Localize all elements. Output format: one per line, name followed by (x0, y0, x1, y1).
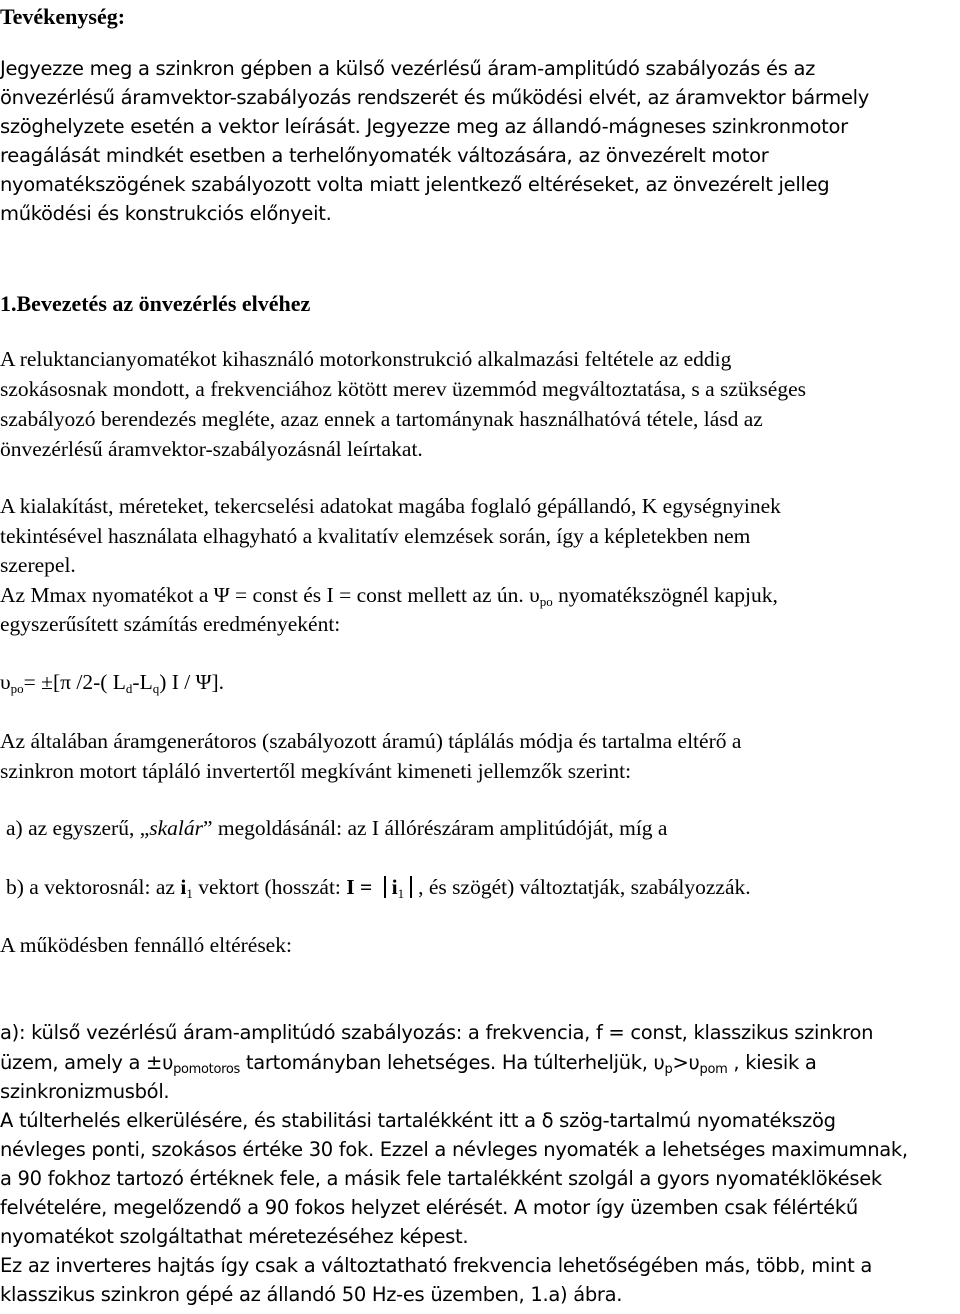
formula (0, 670, 224, 695)
p3-text-a: Az Mmax nyomatékot a Ψ = const és I = const mellett az ún. υ (0, 583, 540, 607)
a-block-line-1: a): külső vezérlésű áram-amplitúdó szabályozás: a frekvencia, f = const, klasszikus szinkron (0, 1021, 874, 1044)
p1-line-2: szokásosnak mondott, a frekvenciához kötött merev üzemmód megváltoztatása, s a szükséges (0, 377, 806, 401)
item-b-sub2: 1 (397, 886, 405, 901)
a-block-rest-6: Ez az inverteres hajtás így csak a változtatható frekvencia lehetőségében más, több, mint a (0, 1254, 873, 1277)
formula-b: = ±[π /2-( L (23, 670, 126, 694)
formula-c: -L (132, 670, 153, 694)
p1-line-4: önvezérlésű áramvektor-szabályozásnál leírtakat. (0, 437, 423, 461)
item-a-post: ” megoldásánál: az I állórészáram amplitúdóját, míg a (203, 816, 668, 840)
task-line-3: szöghelyzete esetén a vektor leírását. Jegyezze meg az állandó-mágneses szinkronmotor (0, 115, 848, 138)
item-b-sub1: 1 (186, 886, 193, 901)
a-block-l2-a: üzem, amely a ±υ (0, 1051, 174, 1074)
item-b-mid: vektort (hosszát: (192, 875, 347, 899)
task-line-4: reagálását mindkét esetben a terhelőnyomaték változására, az önvezérelt motor (0, 144, 769, 167)
a-block-rest-7: klasszikus szinkron gépé az állandó 50 Hz-es üzemben, 1.a) ábra. (0, 1283, 623, 1306)
formula-a: υ (0, 670, 11, 694)
section-title: 1.Bevezetés az önvezérlés elvéhez (0, 291, 311, 316)
item-b-i2: i (391, 875, 398, 899)
p4-line-2: szinkron motort tápláló invertertől megkívánt kimeneti jellemzők szerint: (0, 759, 632, 783)
a-block-l2-c: >υ (672, 1051, 700, 1074)
p1-line-3: szabályozó berendezés megléte, azaz ennek a tartománynak használhatóvá tétele, lásd az (0, 407, 763, 431)
p2-line-3: szerepel. (0, 553, 76, 577)
formula-d: ) I / Ψ]. (159, 670, 225, 694)
a-block-rest-3: a 90 fokhoz tartozó értéknek fele, a másik fele tartalékként szolgál a gyors nyomatéklökések (0, 1167, 882, 1190)
item-b-I-eq: I = (346, 875, 378, 899)
p3-line-2: egyszerűsített számítás eredményeként: (0, 612, 341, 636)
a-block-l2-sub1: pomotoros (173, 1062, 241, 1077)
a-block-l2-b: tartományban lehetséges. Ha túlterheljük, υ (240, 1051, 665, 1074)
task-line-5: nyomatékszögének szabályozott volta miatt jelentkező eltéréseket, az önvezérelt jelleg (0, 173, 830, 196)
a-block-line-3: szinkronizmusból. (0, 1080, 170, 1103)
p1-line-1: A reluktancianyomatékot kihasználó motorkonstrukció alkalmazási feltétele az eddig (0, 347, 732, 371)
abs-bar-right (410, 876, 412, 898)
page-heading: Tevékenység: (0, 4, 126, 29)
formula-sub-po: po (10, 681, 24, 696)
task-line-2: önvezérlésű áramvektor-szabályozás rendszerét és működési elvét, az áramvektor bármely (0, 86, 870, 109)
item-b-post: , és szögét) változtatják, szabályozzák. (418, 875, 751, 899)
p3-line-1 (0, 583, 778, 608)
p2-line-1: A kialakítást, méreteket, tekercselési adatokat magába foglaló gépállandó, K egységnyinek (0, 494, 781, 518)
a-block-rest-5: nyomatékot szolgáltathat méretezéséhez képest. (0, 1225, 469, 1248)
a-block-l2-sub2: p (664, 1062, 673, 1077)
a-block-line-2 (0, 1051, 817, 1077)
a-block-l2-d: , kiesik a (727, 1051, 817, 1074)
formula-sub-q: q (152, 681, 160, 696)
item-a-pre: a) az egyszerű, „ (6, 816, 150, 840)
p2-line-2: tekintésével használata elhagyható a kvalitatív elemzések során, így a képletekben nem (0, 524, 751, 548)
a-block-l2-sub3: pom (699, 1062, 728, 1077)
a-block-rest-4: felvételére, megelőzendő a 90 fokos helyzet elérését. A motor így üzemben csak félértékű (0, 1196, 858, 1219)
diff-title: A működésben fennálló eltérések: (0, 933, 292, 957)
item-a (6, 816, 667, 841)
p4-line-1: Az általában áramgenerátoros (szabályozott áramú) táplálás módja és tartalma eltérő a (0, 729, 742, 753)
a-block-rest-1: A túlterhelés elkerülésére, és stabilitási tartalékként itt a δ szög-tartalmú nyomatékszög (0, 1109, 836, 1132)
item-b (6, 875, 751, 900)
item-b-i: i (180, 875, 187, 899)
task-line-6: működési és konstrukciós előnyeit. (0, 202, 332, 225)
formula-sub-d: d (125, 681, 133, 696)
abs-bar-left (384, 876, 386, 898)
task-line-1: Jegyezze meg a szinkron gépben a külső vezérlésű áram-amplitúdó szabályozás és az (0, 57, 816, 80)
a-block-rest-2: névleges ponti, szokásos értéke 30 fok. Ezzel a névleges nyomaték a lehetséges maximumnak, (0, 1138, 908, 1161)
p3-sub-po: po (539, 594, 553, 609)
item-a-italic: skalár (149, 816, 203, 840)
p3-text-b: nyomatékszögnél kapjuk, (552, 583, 778, 607)
item-b-pre: b) a vektorosnál: az (6, 875, 181, 899)
